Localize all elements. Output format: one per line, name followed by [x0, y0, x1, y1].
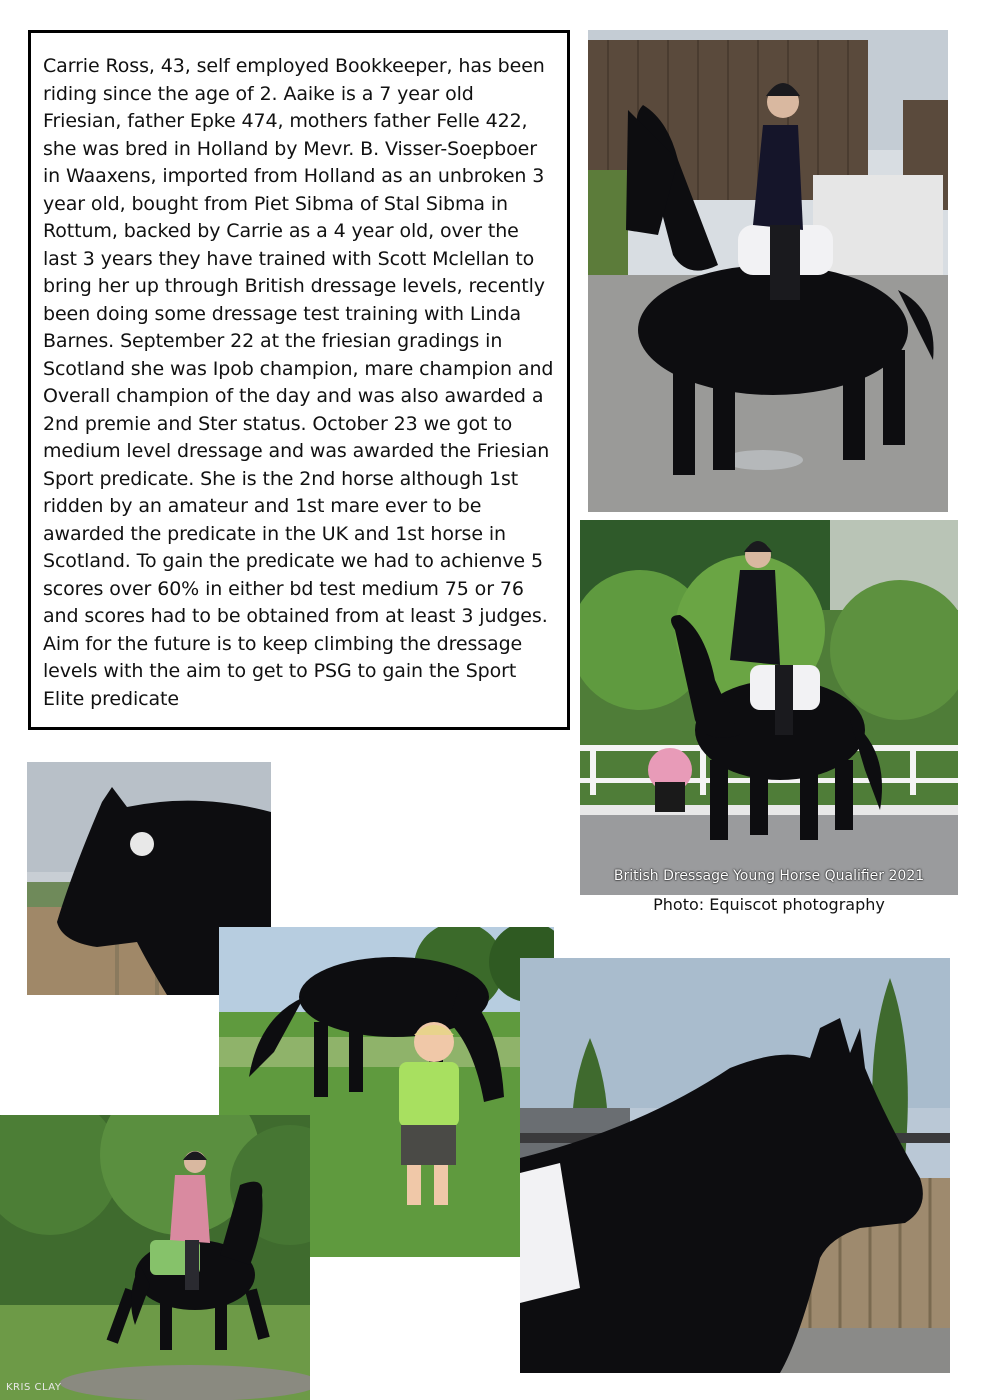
bio-box	[28, 30, 570, 730]
photo-rider-standing	[588, 30, 948, 512]
photo-riding-woods	[0, 1115, 310, 1400]
photographer-watermark: KRIS CLAY	[6, 1382, 62, 1393]
photo-caption-qualifier: British Dressage Young Horse Qualifier 2021	[613, 868, 925, 884]
photo-credit: Photo: Equiscot photography	[653, 895, 885, 914]
bio-text: Carrie Ross, 43, self employed Bookkeeper, has been riding since the age of 2. Aaike is a 7 year old Friesian, father Epke 474, mothers father Felle 422, she was bred in Holland by Mevr. B. Visser-Soepboer in Waaxens, imported from Holland as an unbroken 3 year old, bought from Piet Sibma of Stal Sibma in Rottum, backed by Carrie as a 4 year old, over the last 3 years they have trained with Scott Mclellan to bring her up through British dressage levels, recently been doing some dressage test training with Linda Barnes. September 22 at the friesian gradings in Scotland she was Ipob champion, mare champion and Overall champion of the day and was also awarded a 2nd premie and Ster status. October 23 we got to medium level dressage and was awarded the Friesian Sport predicate. She is the 2nd horse although 1st ridden by an amateur and 1st mare ever to be awarded the predicate in the UK and 1st horse in Scotland. To gain the predicate we had to achienve 5 scores over 60% in either bd test medium 75 or 76 and scores had to be obtained from at least 3 judges. Aim for the future is to keep climbing the dressage levels with the aim to get to PSG to gain the Sport Elite predicate	[43, 55, 554, 710]
photo-horse-portrait	[520, 958, 950, 1373]
photo-dressage-qualifier	[580, 520, 958, 895]
